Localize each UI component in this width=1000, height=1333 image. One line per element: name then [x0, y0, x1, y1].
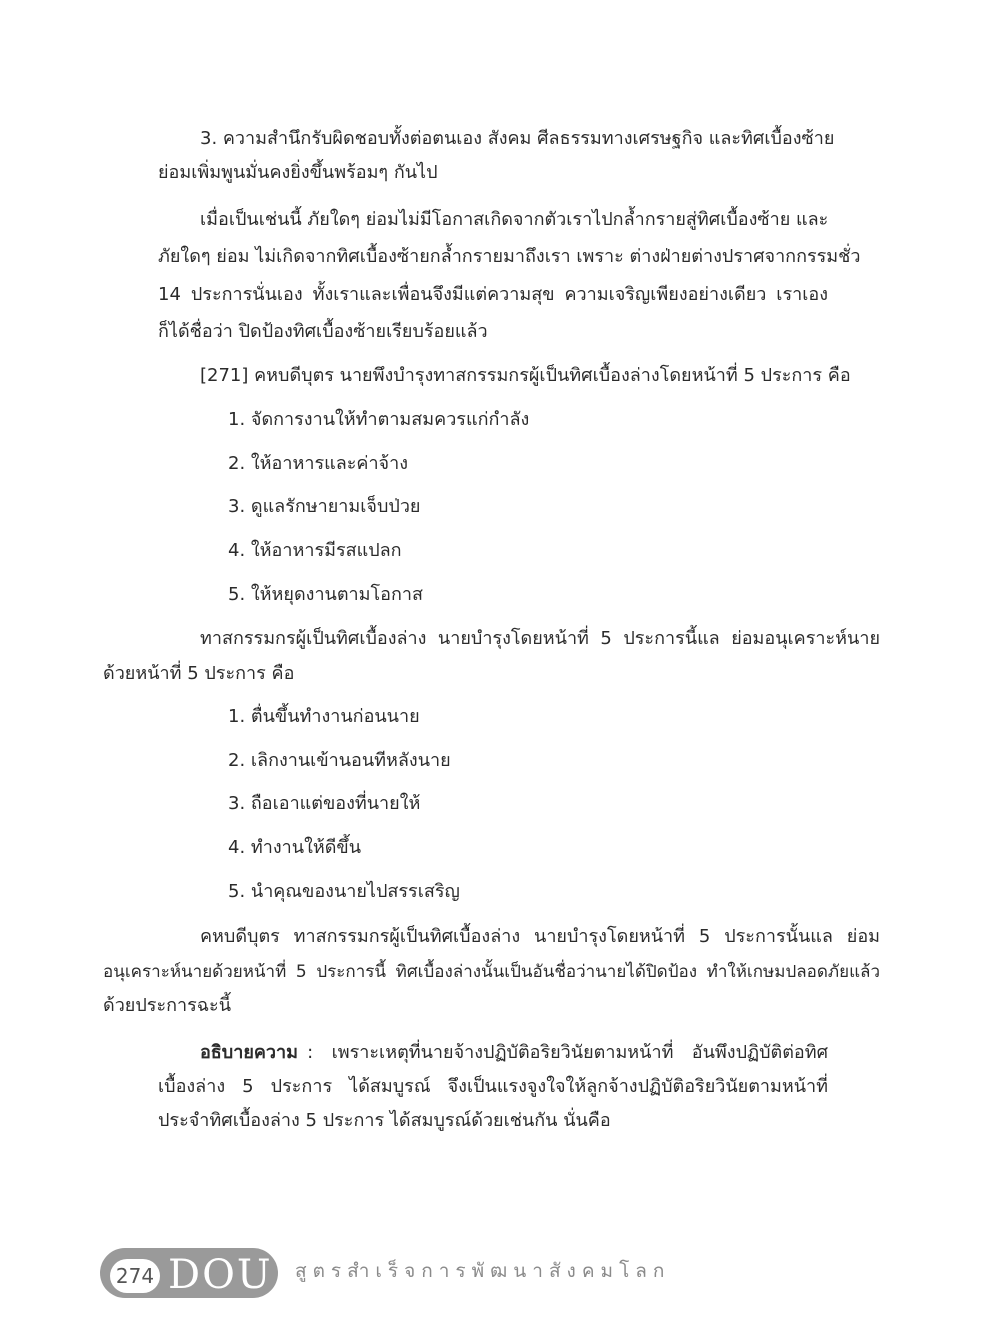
list-item: 1. ตื่นขึ้นทำงานก่อนนาย — [228, 706, 420, 727]
paragraph-line: อนุเคราะห์นายด้วยหน้าที่ 5 ประการนี้ ทิศเบื้องล่างนั้นเป็นอันชื่อว่านายได้ปิดป้อง ทำให้เกษมปลอดภัยแล้ว — [103, 962, 880, 982]
explanation-term: อธิบายความ — [200, 1042, 298, 1063]
paragraph-line: ด้วยหน้าที่ 5 ประการ คือ — [103, 663, 295, 684]
dou-logo: DOU — [168, 1252, 273, 1298]
list-item: 3. ถือเอาแต่ของที่นายให้ — [228, 793, 421, 814]
paragraph-line: คหบดีบุตร ทาสกรรมกรผู้เป็นทิศเบื้องล่าง นายบำรุงโดยหน้าที่ 5 ประการนั้นแล ย่อม — [200, 926, 880, 947]
footer-badge — [100, 1248, 278, 1298]
paragraph-line: เมื่อเป็นเช่นนี้ ภัยใดๆ ย่อมไม่มีโอกาสเกิดจากตัวเราไปกล้ำกรายสู่ทิศเบื้องซ้าย และ — [200, 209, 829, 230]
book-title: สูตรสำเร็จการพัฒนาสังคมโลก — [295, 1260, 671, 1282]
list-item: 5. ให้หยุดงานตามโอกาส — [228, 584, 423, 605]
page-number: 274 — [110, 1259, 160, 1293]
paragraph-line: ประจำทิศเบื้องล่าง 5 ประการ ได้สมบูรณ์ด้วยเช่นกัน นั่นคือ — [158, 1110, 611, 1131]
list-item: 4. ทำงานให้ดีขึ้น — [228, 837, 362, 858]
list-item: 2. ให้อาหารและค่าจ้าง — [228, 453, 408, 474]
explanation-line — [200, 1041, 828, 1065]
explanation-text: : เพราะเหตุที่นายจ้างปฏิบัติอริยวินัยตามหน้าที่ อันพึงปฏิบัติต่อทิศ — [298, 1042, 828, 1063]
paragraph-line: เบื้องล่าง 5 ประการ ได้สมบูรณ์ จึงเป็นแรงจูงใจให้ลูกจ้างปฏิบัติอริยวินัยตามหน้าที่ — [158, 1076, 828, 1097]
paragraph-line: ทาสกรรมกรผู้เป็นทิศเบื้องล่าง นายบำรุงโดยหน้าที่ 5 ประการนี้แล ย่อมอนุเคราะห์นาย — [200, 628, 880, 649]
paragraph-line: ก็ได้ชื่อว่า ปิดป้องทิศเบื้องซ้ายเรียบร้อยแล้ว — [158, 321, 488, 342]
list-item: 1. จัดการงานให้ทำตามสมควรแก่กำลัง — [228, 409, 530, 430]
list-item: 2. เลิกงานเข้านอนทีหลังนาย — [228, 750, 451, 771]
section-intro: [271] คหบดีบุตร นายพึงบำรุงทาสกรรมกรผู้เป็นทิศเบื้องล่างโดยหน้าที่ 5 ประการ คือ — [200, 365, 851, 386]
paragraph-line: ย่อมเพิ่มพูนมั่นคงยิ่งขึ้นพร้อมๆ กันไป — [158, 162, 438, 183]
paragraph-line: ภัยใดๆ ย่อม ไม่เกิดจากทิศเบื้องซ้ายกล้ำกรายมาถึงเรา เพราะ ต่างฝ่ายต่างปราศจากกรรมชั่ว — [158, 246, 861, 267]
paragraph-line: 3. ความสำนึกรับผิดชอบทั้งต่อตนเอง สังคม ศีลธรรมทางเศรษฐกิจ และทิศเบื้องซ้าย — [200, 128, 835, 149]
list-item: 5. นำคุณของนายไปสรรเสริญ — [228, 881, 460, 902]
list-item: 4. ให้อาหารมีรสแปลก — [228, 540, 402, 561]
paragraph-line: 14 ประการนั่นเอง ทั้งเราและเพื่อนจึงมีแต่ความสุข ความเจริญเพียงอย่างเดียว เราเอง — [158, 284, 828, 305]
page-footer — [100, 1244, 800, 1300]
list-item: 3. ดูแลรักษายามเจ็บป่วย — [228, 496, 421, 517]
paragraph-line: ด้วยประการฉะนี้ — [103, 995, 232, 1016]
